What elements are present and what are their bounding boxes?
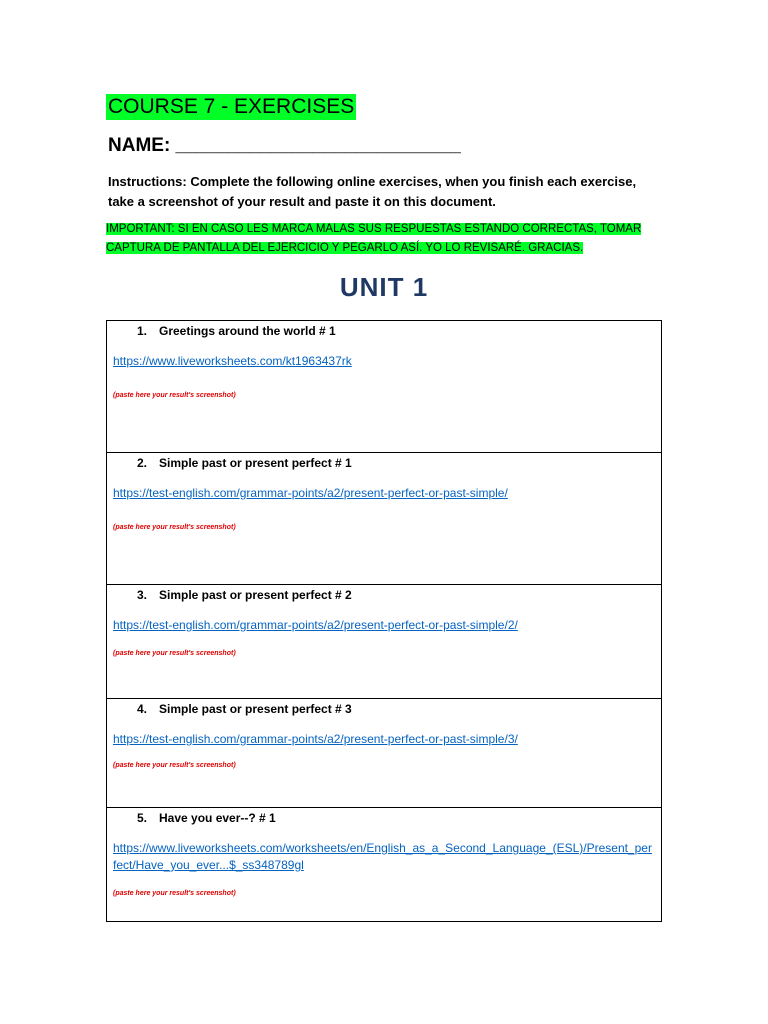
exercise-title-text: Have you ever--? # 1	[159, 811, 276, 825]
exercise-number: 1.	[137, 324, 148, 338]
exercise-row	[107, 808, 662, 922]
exercise-number: 4.	[137, 702, 148, 716]
exercise-title	[113, 701, 655, 717]
important-notice	[106, 220, 646, 258]
exercise-number: 3.	[137, 588, 148, 602]
exercise-link[interactable]: https://test-english.com/grammar-points/a2/present-perfect-or-past-simple/3/	[113, 732, 518, 746]
course-title: COURSE 7 - EXERCISES	[108, 95, 355, 118]
screenshot-placeholder-note: (paste here your result's screenshot)	[113, 524, 236, 531]
exercise-cell	[107, 699, 662, 808]
exercise-title	[113, 810, 655, 826]
exercise-cell	[107, 585, 662, 699]
exercise-title-text: Simple past or present perfect # 1	[159, 456, 352, 470]
exercise-row	[107, 585, 662, 699]
exercise-row	[107, 699, 662, 808]
screenshot-placeholder-note: (paste here your result's screenshot)	[113, 392, 236, 399]
name-field-label: NAME: ___________________________	[108, 135, 461, 156]
exercise-cell	[107, 453, 662, 585]
exercise-title-text: Simple past or present perfect # 3	[159, 702, 352, 716]
exercise-title	[113, 587, 655, 603]
exercise-title-text: Simple past or present perfect # 2	[159, 588, 352, 602]
instructions-text: Instructions: Complete the following online exercises, when you finish each exercise, take a screenshot of your result and paste it on this document.	[108, 174, 637, 209]
exercise-link[interactable]: https://test-english.com/grammar-points/a2/present-perfect-or-past-simple/2/	[113, 618, 518, 632]
exercise-link[interactable]: https://www.liveworksheets.com/worksheets/en/English_as_a_Second_Language_(ESL)/Present_perfect/Have_you_ever...$_ss348789gl	[113, 841, 652, 872]
exercise-number: 2.	[137, 456, 148, 470]
exercise-link[interactable]: https://test-english.com/grammar-points/a2/present-perfect-or-past-simple/	[113, 486, 508, 500]
exercise-number: 5.	[137, 811, 148, 825]
screenshot-placeholder-note: (paste here your result's screenshot)	[113, 890, 236, 897]
exercise-link[interactable]: https://www.liveworksheets.com/kt1963437rk	[113, 354, 352, 368]
exercise-row	[107, 453, 662, 585]
exercise-title-text: Greetings around the world # 1	[159, 324, 336, 338]
exercise-title	[113, 323, 655, 339]
exercise-cell	[107, 808, 662, 922]
important-notice-text: IMPORTANT: SI EN CASO LES MARCA MALAS SUS RESPUESTAS ESTANDO CORRECTAS, TOMAR CAPTURA DE PANTALLA DEL EJERCICIO Y PEGARLO ASÍ. YO LO REVISARÉ. GRACIAS.	[106, 223, 642, 254]
screenshot-placeholder-note: (paste here your result's screenshot)	[113, 762, 236, 769]
unit-title: UNIT 1	[339, 272, 429, 302]
exercise-title	[113, 455, 655, 471]
exercises-table	[106, 320, 662, 922]
exercise-cell	[107, 321, 662, 453]
screenshot-placeholder-note: (paste here your result's screenshot)	[113, 650, 236, 657]
exercise-row	[107, 321, 662, 453]
